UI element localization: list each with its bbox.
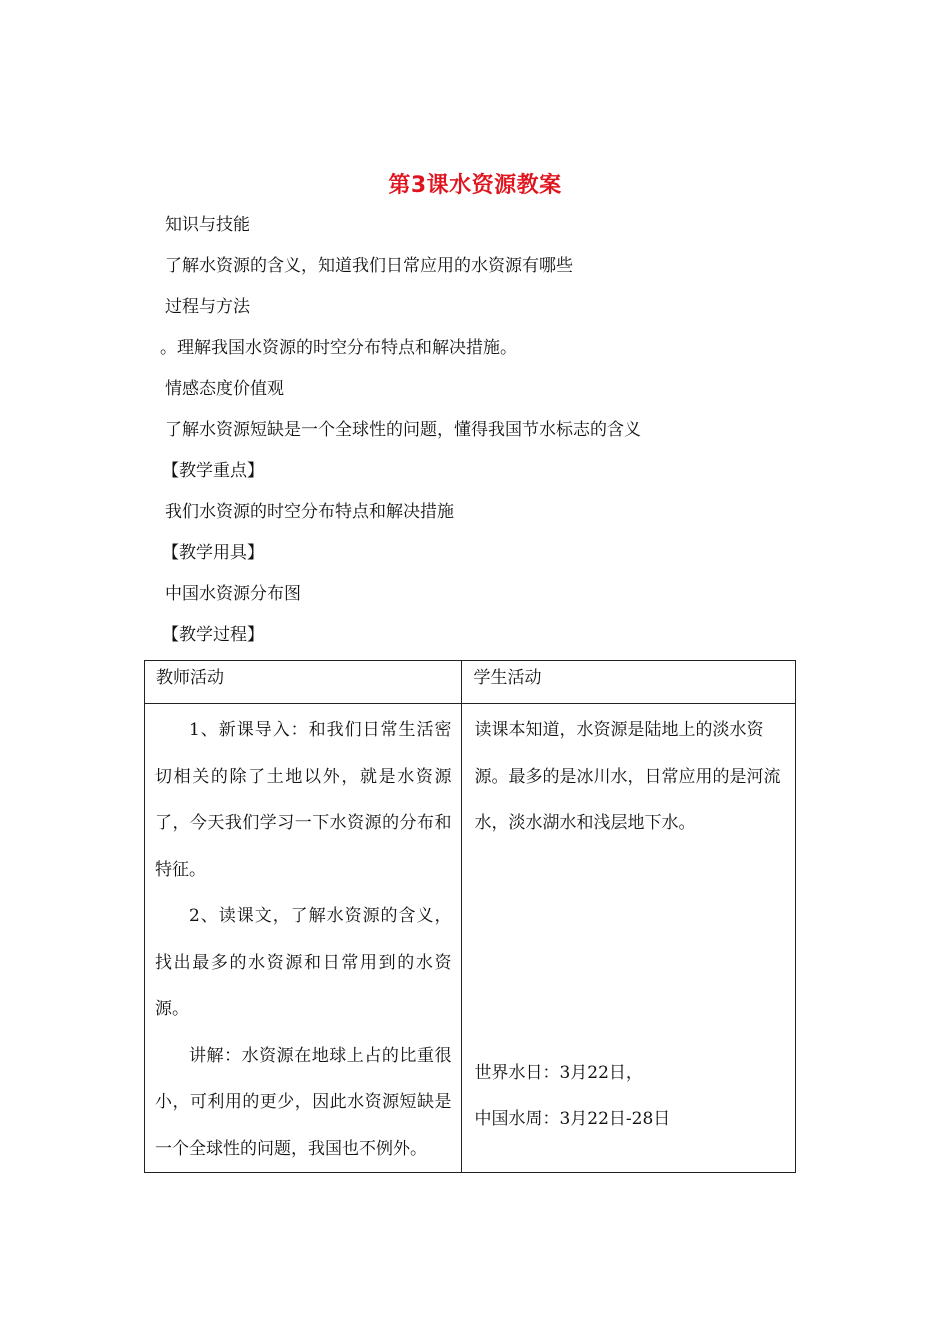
emotion-text: 了解水资源短缺是一个全球性的问题，懂得我国节水标志的含义 xyxy=(165,420,641,440)
knowledge-heading: 知识与技能 xyxy=(165,215,250,235)
student-activity-cell xyxy=(462,704,796,1173)
process-method-heading: 过程与方法 xyxy=(165,297,250,317)
teaching-tools-text: 中国水资源分布图 xyxy=(165,584,301,604)
process-method-text: 。理解我国水资源的时空分布特点和解决措施。 xyxy=(160,338,517,358)
emotion-heading: 情感态度价值观 xyxy=(165,379,284,399)
table-header-row xyxy=(145,661,796,704)
china-water-week: 中国水周：3月22日-28日 xyxy=(474,1109,671,1129)
student-reading-note: 读课本知道，水资源是陆地上的淡水资源。最多的是冰川水，日常应用的是河流水，淡水湖水和浅层地下水。 xyxy=(474,720,781,833)
knowledge-text: 了解水资源的含义，知道我们日常应用的水资源有哪些 xyxy=(165,256,573,276)
key-points-text: 我们水资源的时空分布特点和解决措施 xyxy=(165,502,454,522)
teacher-step-explain: 讲解：水资源在地球上占的比重很小，可利用的更少，因此水资源短缺是一个全球性的问题，我国也不例外。 xyxy=(155,1045,452,1159)
key-points-heading: 【教学重点】 xyxy=(162,461,264,481)
page-title: 第3课水资源教案 xyxy=(388,173,562,198)
student-activity-header: 学生活动 xyxy=(473,668,542,688)
teacher-activity-cell xyxy=(145,704,462,1173)
teacher-step-intro: 1、新课导入：和我们日常生活密切相关的除了土地以外，就是水资源了，今天我们学习一下水资源的分布和特征。 xyxy=(155,720,452,880)
student-header-cell xyxy=(462,661,796,704)
teacher-step-read: 2、读课文，了解水资源的含义，找出最多的水资源和日常用到的水资源。 xyxy=(155,906,452,1019)
world-water-day: 世界水日：3月22日， xyxy=(474,1062,643,1083)
teacher-activity-header: 教师活动 xyxy=(156,668,224,688)
process-table xyxy=(144,660,796,1173)
teaching-tools-heading: 【教学用具】 xyxy=(162,543,264,563)
teaching-process-heading: 【教学过程】 xyxy=(162,625,264,645)
teacher-header-cell xyxy=(145,661,462,704)
table-row xyxy=(145,704,796,1173)
